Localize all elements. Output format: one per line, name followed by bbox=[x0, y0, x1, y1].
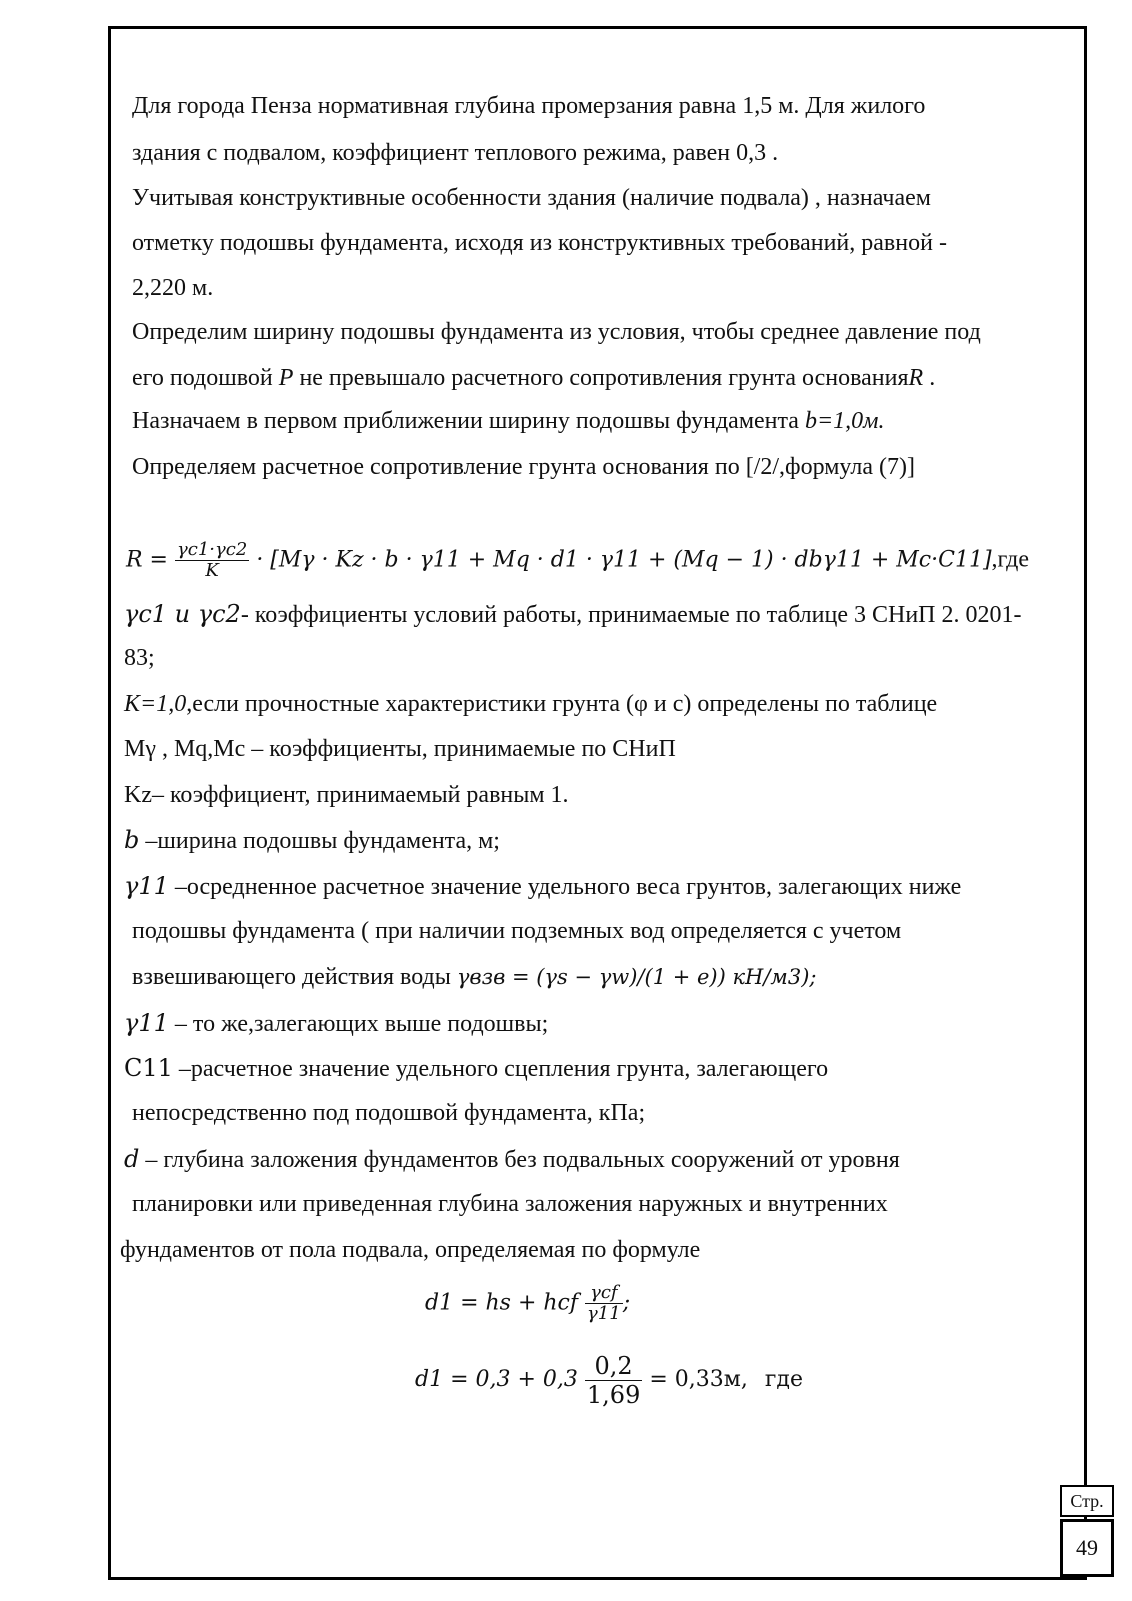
page-number: 49 bbox=[1060, 1519, 1114, 1577]
definition-line: d – глубина заложения фундаментов без подвальных сооружений от уровня bbox=[124, 1145, 900, 1173]
definition-line: γc1 и γc2- коэффициенты условий работы, принимаемые по таблице 3 СНиП 2. 0201- bbox=[124, 600, 1022, 628]
definition-line: 83; bbox=[124, 645, 155, 671]
symbol-P: P bbox=[278, 365, 294, 391]
formula-d1-calc: d1 = 0,3 + 0,3 $\frac{0,2}{1,69}$ = 0,33м, где bbox=[415, 1351, 803, 1409]
definition-line: фундаментов от пола подвала, определяемая по формуле bbox=[120, 1237, 701, 1263]
definition-line: непосредственно под подошвой фундамента, кПа; bbox=[132, 1100, 646, 1126]
paragraph-line: отметку подошвы фундамента, исходя из конструктивных требований, равной - bbox=[132, 230, 947, 256]
definition-line: подошвы фундамента ( при наличии подземных вод определяется с учетом bbox=[132, 918, 902, 944]
page-number-stamp bbox=[1060, 1485, 1114, 1577]
definition-line: взвешивающего действия воды γвзв = (γs − γw)/(1 + e)) кН/м3); bbox=[132, 964, 817, 990]
formula-R: R = $\frac{\gamma c1\cdot\gamma c2}{K}$ · [Mγ · Kz · b · γ11 + Mq · d1 · γ11 + (Mq − 1) · dbγ11 + Mc·C11],где bbox=[126, 539, 1030, 581]
paragraph-line: Назначаем в первом приближении ширину подошвы фундамента b=1,0м. bbox=[132, 408, 885, 434]
paragraph-line: Для города Пенза нормативная глубина промерзания равна 1,5 м. Для жилого bbox=[132, 93, 926, 119]
formula-d1-fraction: $\frac{\text{γcf}}{\gamma 11}$ bbox=[587, 1282, 621, 1324]
paragraph-line: Учитывая конструктивные особенности здания (наличие подвала) , назначаем bbox=[132, 185, 931, 211]
definition-line: γ11 –осредненное расчетное значение удельного веса грунтов, залегающих ниже bbox=[124, 872, 962, 900]
definition-line: C11 –расчетное значение удельного сцепления грунта, залегающего bbox=[124, 1054, 829, 1082]
paragraph-line: его подошвой P не превышало расчетного сопротивления грунта основанияR . bbox=[132, 365, 936, 391]
definition-line: K=1,0,если прочностные характеристики грунта (φ и с) определены по таблице bbox=[124, 691, 938, 717]
formula-R-fraction: $\frac{\gamma c1\cdot\gamma c2}{K}$ bbox=[177, 539, 248, 581]
definition-line: γ11 – то же,залегающих выше подошвы; bbox=[124, 1009, 549, 1037]
width-value: b=1,0м. bbox=[804, 408, 885, 434]
symbol-R: R bbox=[908, 365, 924, 391]
definition-line: Kz– коэффициент, принимаемый равным 1. bbox=[124, 782, 569, 808]
page-label: Стр. bbox=[1060, 1485, 1114, 1517]
paragraph-line: Определяем расчетное сопротивление грунта основания по [/2/,формула (7)] bbox=[132, 454, 915, 480]
formula-d1: d1 = hs + hcf $\frac{\text{γcf}}{\gamma 11}$ ; bbox=[425, 1282, 631, 1324]
definition-line: Mγ , Mq,Mc – коэффициенты, принимаемые по СНиП bbox=[124, 736, 676, 762]
paragraph-line: Определим ширину подошвы фундамента из условия, чтобы среднее давление под bbox=[132, 319, 981, 345]
paragraph-line: здания с подвалом, коэффициент теплового режима, равен 0,3 . bbox=[132, 140, 779, 166]
definition-line: планировки или приведенная глубина заложения наружных и внутренних bbox=[132, 1191, 888, 1217]
paragraph-line: 2,220 м. bbox=[132, 275, 214, 301]
definition-line: b –ширина подошвы фундамента, м; bbox=[124, 826, 500, 854]
formula-d1-calc-fraction: $\frac{0,2}{1,69}$ bbox=[586, 1351, 641, 1409]
